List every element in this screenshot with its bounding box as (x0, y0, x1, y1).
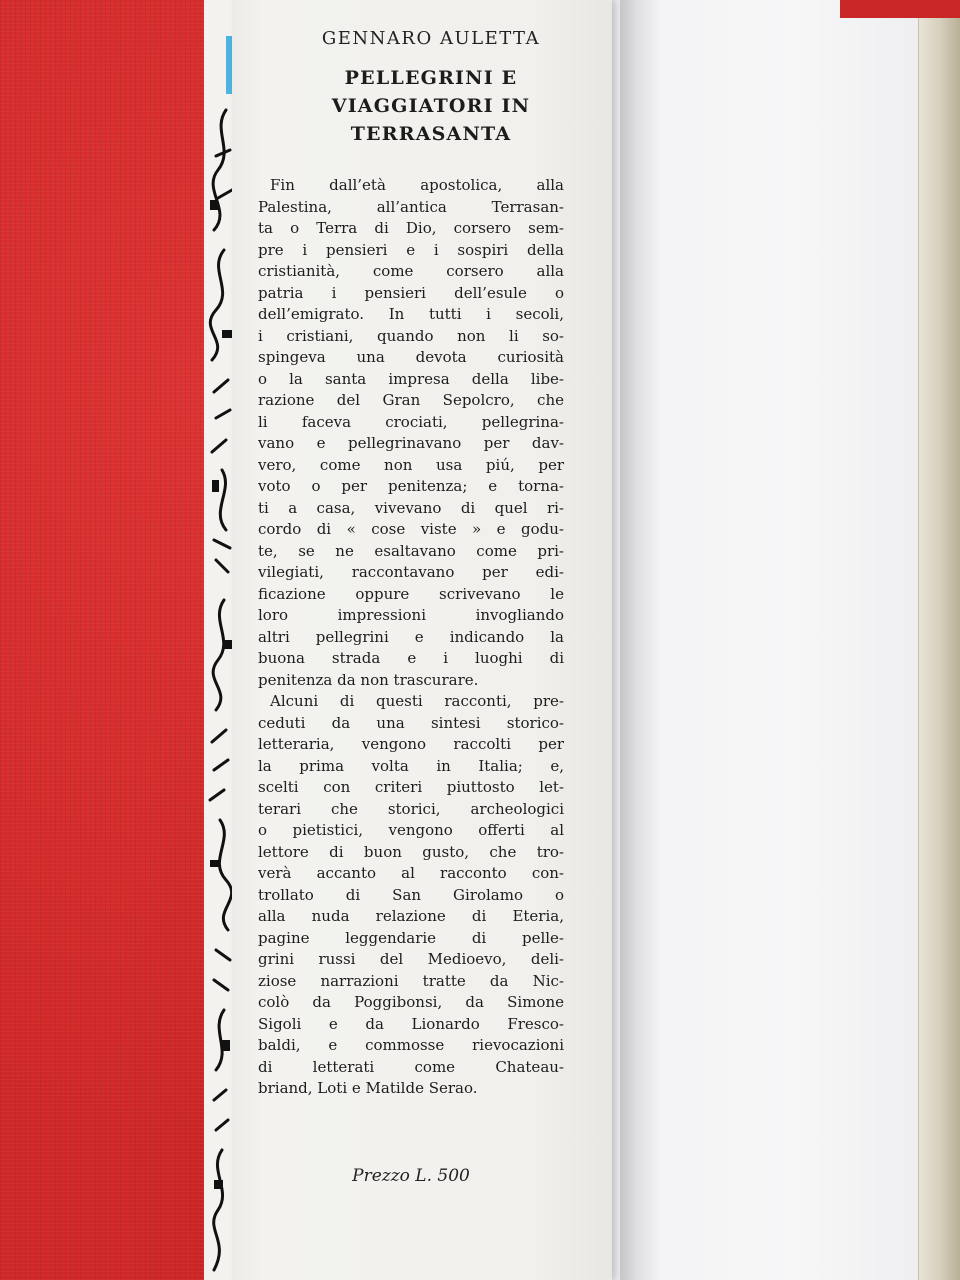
body-line: o la santa impresa della libe- (258, 369, 564, 388)
body-line: la prima volta in Italia; e, (258, 756, 564, 775)
body-line: baldi, e commosse rievocazioni (258, 1036, 564, 1054)
body-line: di letterati come Chateau- (258, 1057, 564, 1076)
body-line: scelti con criteri piuttosto let- (258, 778, 564, 796)
body-line: razione del Gran Sepolcro, che (258, 391, 564, 409)
body-line: Sigoli e da Lionardo Fresco- (258, 1014, 564, 1033)
body-line: ziose narrazioni tratte da Nic- (258, 971, 564, 990)
body-line: briand, Loti e Matilde Serao. (258, 1079, 478, 1097)
body-line: pre i pensieri e i sospiri della (258, 240, 564, 259)
body-line: buona strada e i luoghi di (258, 649, 564, 667)
body-line: o pietistici, vengono offerti al (258, 821, 564, 839)
author-name: GENNARO AULETTA (321, 28, 541, 49)
title-line-1: PELLEGRINI E (344, 67, 518, 89)
body-line: vilegiati, raccontavano per edi- (258, 563, 564, 581)
flap-description-text (258, 175, 564, 1100)
body-line: spingeva una devota curiosità (258, 348, 564, 366)
body-line: ti a casa, vivevano di quel ri- (258, 498, 564, 517)
book-title (300, 64, 562, 148)
body-line: penitenza da non trascurare. (258, 670, 479, 689)
body-line: pagine leggendarie di pelle- (258, 928, 564, 947)
body-line: li faceva crociati, pellegrina- (258, 412, 564, 431)
body-line: cordo di « cose viste » e godu- (258, 520, 564, 538)
body-line: cristianità, come corsero alla (258, 262, 564, 280)
body-line: grini russi del Medioevo, deli- (258, 950, 564, 968)
body-line: trollato di San Girolamo o (258, 885, 564, 904)
body-line: terari che storici, archeologici (258, 799, 564, 818)
body-line: alla nuda relazione di Eteria, (258, 907, 564, 925)
price-label: Prezzo L. 500 (352, 1166, 470, 1186)
body-line: Palestina, all’antica Terrasan- (258, 197, 564, 216)
body-line: ficazione oppure scrivevano le (258, 584, 564, 603)
body-line: loro impressioni invogliando (258, 606, 564, 624)
body-line: vano e pellegrinavano per dav- (258, 434, 564, 452)
body-line: voto o per penitenza; e torna- (258, 477, 564, 495)
body-line: patria i pensieri dell’esule o (258, 283, 564, 302)
cover-top-cloth-corner (840, 0, 960, 18)
title-line-3: TERRASANTA (350, 123, 512, 145)
cover-shadow (620, 0, 660, 1280)
cover-spine-edge (918, 0, 960, 1280)
body-line: Alcuni di questi racconti, pre- (270, 692, 564, 710)
body-line: vero, come non usa piú, per (258, 455, 564, 474)
body-line: dell’emigrato. In tutti i secoli, (258, 305, 564, 323)
body-line: ceduti da una sintesi storico- (258, 713, 564, 732)
body-line: i cristiani, quando non li so- (258, 326, 564, 345)
body-line: lettore di buon gusto, che tro- (258, 842, 564, 861)
title-line-2: VIAGGIATORI IN (331, 95, 531, 117)
body-line: Fin dall’età apostolica, alla (270, 176, 564, 194)
body-line: verà accanto al racconto con- (258, 864, 564, 882)
body-line: colò da Poggibonsi, da Simone (258, 993, 564, 1011)
body-line: ta o Terra di Dio, corsero sem- (258, 219, 564, 237)
body-line: altri pellegrini e indicando la (258, 627, 564, 646)
body-line: te, se ne esaltavano come pri- (258, 541, 564, 560)
body-line: letteraria, vengono raccolti per (258, 735, 564, 753)
